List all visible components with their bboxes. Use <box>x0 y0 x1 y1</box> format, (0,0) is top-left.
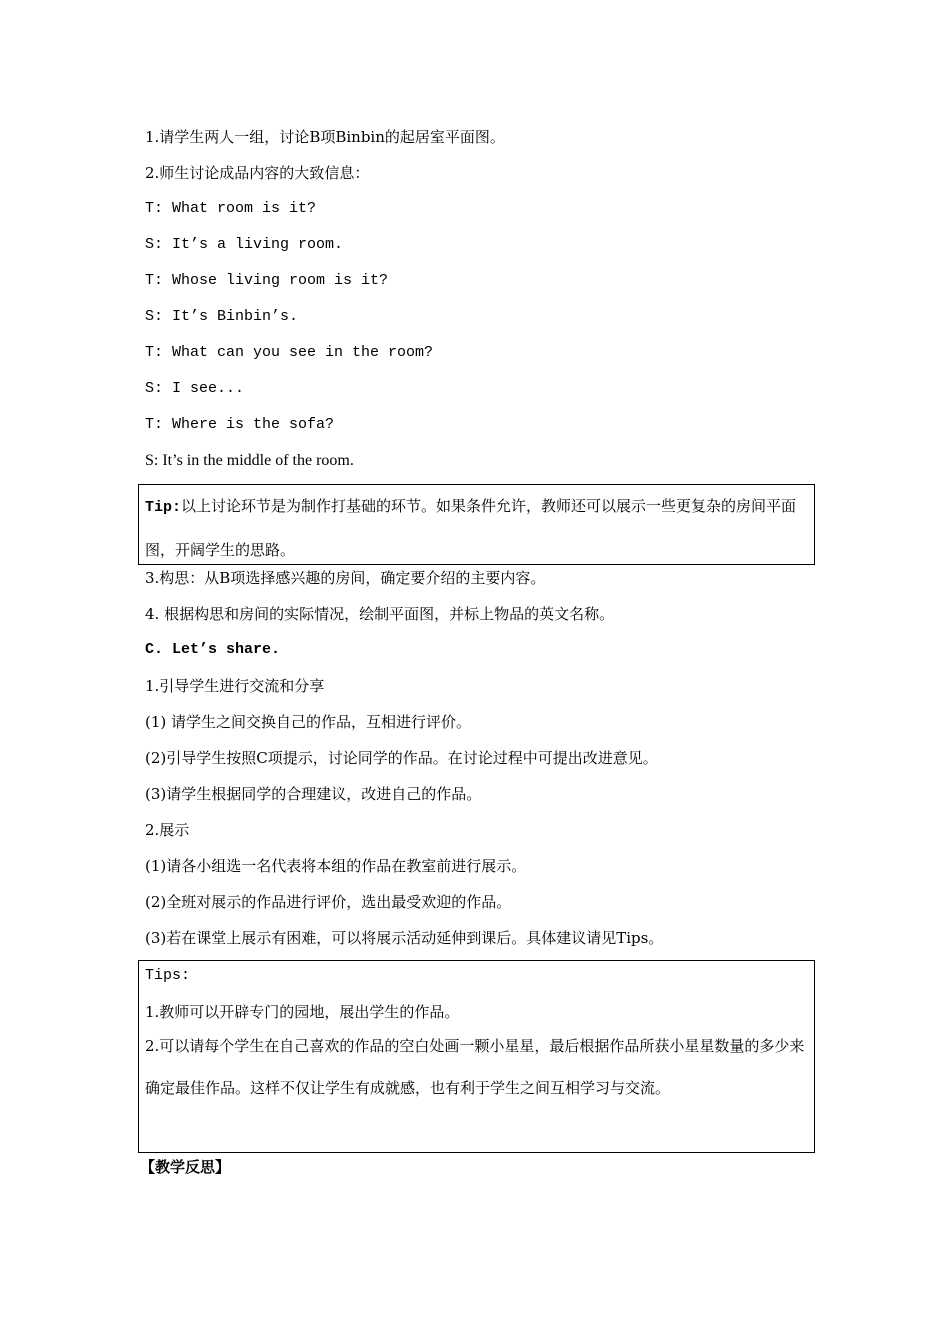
share-substep: (2)引导学生按照C项提示，讨论同学的作品。在讨论过程中可提出改进意见。 <box>145 749 658 767</box>
display-substep: (1)请各小组选一名代表将本组的作品在教室前进行展示。 <box>145 857 527 875</box>
step-3-text: 3.构思：从B项选择感兴趣的房间，确定要介绍的主要内容。 <box>145 569 546 587</box>
reflection-heading: 【教学反思】 <box>140 1158 231 1176</box>
dialogue-line: T: What room is it? <box>145 200 317 217</box>
tip-content <box>145 485 805 571</box>
tips-item: 2.可以请每个学生在自己喜欢的作品的空白处画一颗小星星，最后根据作品所获小星星数量的多少来确定最佳作品。这样不仅让学生有成就感，也有利于学生之间互相学习与交流。 <box>145 1037 805 1097</box>
share-step-1: 1.引导学生进行交流和分享 <box>145 677 325 695</box>
tip-label: Tip: <box>145 499 182 516</box>
dialogue-line: T: Whose living room is it? <box>145 272 389 289</box>
tips-item: 1.教师可以开辟专门的园地，展出学生的作品。 <box>145 1003 460 1021</box>
share-substep: (3)请学生根据同学的合理建议，改进自己的作品。 <box>145 785 482 803</box>
dialogue-line: T: What can you see in the room? <box>145 344 434 361</box>
step-4-text: 4. 根据构思和房间的实际情况，绘制平面图，并标上物品的英文名称。 <box>145 605 615 623</box>
dialogue-line: S: It’s a living room. <box>145 236 344 253</box>
tip-box <box>138 484 815 565</box>
step-2-text: 2.师生讨论成品内容的大致信息： <box>145 164 370 182</box>
tips-label: Tips: <box>145 967 191 984</box>
share-step-2: 2.展示 <box>145 821 190 839</box>
dialogue-line: T: Where is the sofa? <box>145 416 335 433</box>
display-substep: (3)若在课堂上展示有困难，可以将展示活动延伸到课后。具体建议请见Tips。 <box>145 929 664 947</box>
dialogue-line: S: It’s Binbin’s. <box>145 308 299 325</box>
section-heading: C. Let’s share. <box>145 641 281 658</box>
dialogue-line: S: It’s in the middle of the room. <box>145 452 354 469</box>
tip-text: 以上讨论环节是为制作打基础的环节。如果条件允许，教师还可以展示一些更复杂的房间平面图，开阔学生的思路。 <box>145 497 797 559</box>
share-substep: (1) 请学生之间交换自己的作品，互相进行评价。 <box>145 713 472 731</box>
dialogue-line: S: I see... <box>145 380 245 397</box>
display-substep: (2)全班对展示的作品进行评价，选出最受欢迎的作品。 <box>145 893 512 911</box>
tips-box <box>138 960 815 1153</box>
step-1-text: 1.请学生两人一组，讨论B项Binbin的起居室平面图。 <box>145 128 505 146</box>
